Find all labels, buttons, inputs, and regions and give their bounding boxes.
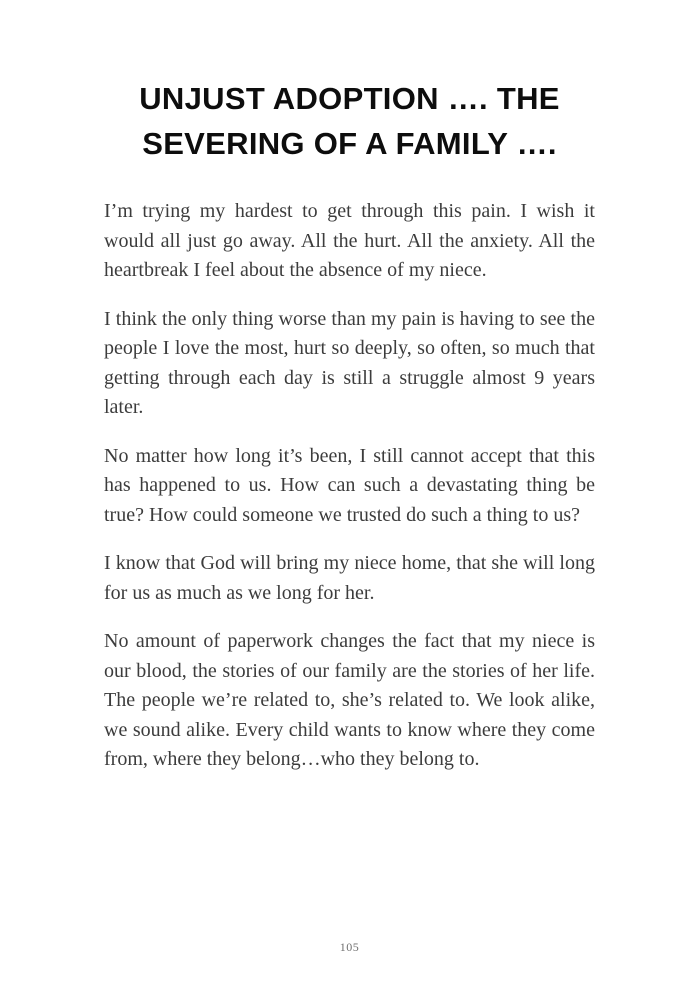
body-paragraph: No amount of paperwork changes the fact that my niece is our blood, the stories of our family are the stories of her life. The people we’re related to, she’s related to. We look alike, we sound alike. Every child wants to know where they come from, where they belong…who they belong to. [104,630,595,770]
body-paragraph: I think the only thing worse than my pain is having to see the people I love the most, hurt so deeply, so often, so much that getting through each day is still a struggle almost 9 years later. [104,307,595,418]
body-text [104,197,595,775]
body-paragraph: I’m trying my hardest to get through this pain. I wish it would all just go away. All the hurt. All the anxiety. All the heartbreak I feel about the absence of my niece. [104,200,595,281]
page-number: 105 [339,940,360,954]
chapter-title [58,76,641,166]
chapter-title-line-2: SEVERING OF A FAMILY …. [142,126,557,161]
chapter-title-line-1: UNJUST ADOPTION …. THE [139,81,560,116]
body-paragraph: I know that God will bring my niece home, that she will long for us as much as we long for her. [104,552,595,604]
body-paragraph: No matter how long it’s been, I still cannot accept that this has happened to us. How can such a devastating thing be true? How could someone we trusted do such a thing to us? [104,444,595,526]
